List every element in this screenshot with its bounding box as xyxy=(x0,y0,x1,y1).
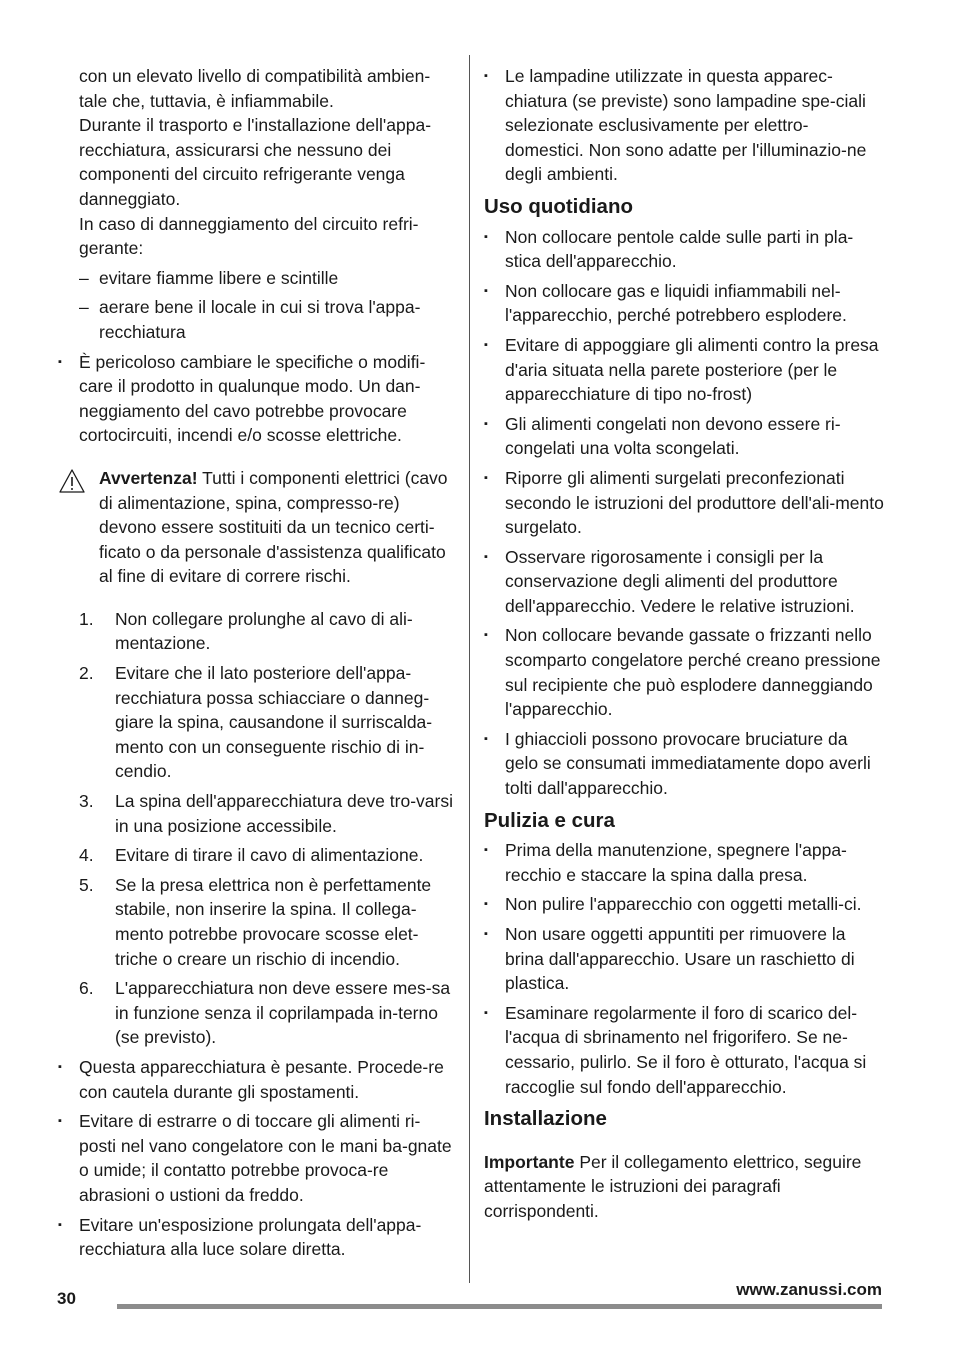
dash-marker: – xyxy=(79,297,89,318)
list-item-text: È pericoloso cambiare le specifiche o modifi-care il prodotto in qualunque modo. Un dan-neggiamento del cavo potrebbe provocare cortocircuiti, incendi e/o scosse elettriche. xyxy=(79,351,426,446)
footer-url: www.zanussi.com xyxy=(736,1280,882,1299)
numbered-item xyxy=(58,873,456,971)
list-item xyxy=(484,545,884,619)
item-number: 2. xyxy=(79,663,94,684)
list-item-text: Non collocare bevande gassate o frizzanti nello scomparto congelatore perché creano pressione sul recipiente che può esplodere danneggiando l'apparecchio. xyxy=(505,625,881,720)
warning-text xyxy=(58,466,456,589)
item-text: Non collegare prolunghe al cavo di ali-mentazione. xyxy=(115,608,413,654)
list-item-text: Riporre gli alimenti surgelati preconfezionati secondo le istruzioni del produttore dell'ali-mento surgelato. xyxy=(505,467,884,538)
list-item xyxy=(484,466,884,540)
bullet-marker: ▪ xyxy=(484,629,488,642)
bullet-marker: ▪ xyxy=(484,471,488,484)
item-number: 5. xyxy=(79,874,94,895)
numbered-item xyxy=(58,661,456,784)
list-item-text: evitare fiamme libere e scintille xyxy=(99,267,339,288)
bullet-marker: ▪ xyxy=(484,732,488,745)
bullet-marker: ▪ xyxy=(484,550,488,563)
bullet-marker: ▪ xyxy=(484,417,488,430)
column-divider xyxy=(469,55,470,1283)
list-item-text: Evitare un'esposizione prolungata dell'appa-recchiatura alla luce solare diretta. xyxy=(79,1214,422,1260)
item-text: Evitare di tirare il cavo di alimentazione. xyxy=(115,845,424,866)
bullet-marker: ▪ xyxy=(484,898,488,911)
warning-body: Tutti i componenti elettrici (cavo di alimentazione, spina, compresso-re) devono essere sostituiti da un tecnico certi-ficato o da personale d'assistenza qualificato al fine di evitare di correre rischi. xyxy=(99,467,448,587)
page-number: 30 xyxy=(57,1289,76,1308)
list-item xyxy=(58,1055,456,1104)
list-item xyxy=(58,295,456,344)
list-item xyxy=(484,225,884,274)
list-item xyxy=(484,922,884,996)
list-item xyxy=(484,412,884,461)
list-item xyxy=(484,279,884,328)
item-text: La spina dell'apparecchiatura deve tro-varsi in una posizione accessibile. xyxy=(115,791,453,836)
bullet-marker: ▪ xyxy=(484,1006,488,1019)
dash-marker: – xyxy=(79,267,89,288)
item-text: L'apparecchiatura non deve essere mes-sa in funzione senza il coprilampada in-terno (se previsto). xyxy=(115,978,451,1048)
list-item-text: aerare bene il locale in cui si trova l'appa-recchiatura xyxy=(99,297,421,342)
bullet-marker: ▪ xyxy=(58,1218,62,1231)
item-text: Se la presa elettrica non è perfettamente stabile, non inserire la spina. Il collega-mento potrebbe provocare scosse elet-triche o creare un rischio di incendio. xyxy=(115,874,432,969)
list-item xyxy=(58,266,456,291)
list-item xyxy=(58,350,456,448)
intro-paragraph: In caso di danneggiamento del circuito refri-gerante: xyxy=(79,213,419,259)
numbered-item xyxy=(58,976,456,1050)
section-heading-uso: Uso quotidiano xyxy=(484,194,633,218)
numbered-item xyxy=(58,607,456,656)
list-item-text: Non usare oggetti appuntiti per rimuovere la brina dall'apparecchio. Usare un raschietto di plastica. xyxy=(505,924,855,994)
list-item-text: Non pulire l'apparecchio con oggetti metalli-ci. xyxy=(505,894,862,915)
numbered-list xyxy=(58,607,456,1050)
intro-paragraph: Durante il trasporto e l'installazione dell'appa-recchiatura, assicurarsi che nessuno dei componenti del circuito refrigerante venga danneggiato. xyxy=(79,115,432,209)
bullet-marker: ▪ xyxy=(484,230,488,243)
list-item-text: I ghiaccioli possono provocare bruciature da gelo se consumati immediatamente dopo averli tolti dall'apparecchio. xyxy=(505,728,871,799)
important-label: Importante xyxy=(484,1151,575,1172)
list-item-text: Prima della manutenzione, spegnere l'appa-recchio e staccare la spina dalla presa. xyxy=(505,840,847,885)
bullet-marker: ▪ xyxy=(58,1060,62,1073)
list-item xyxy=(484,727,884,801)
bullet-marker: ▪ xyxy=(484,338,488,351)
bullet-marker: ▪ xyxy=(58,1115,62,1128)
bullet-marker: ▪ xyxy=(484,928,488,940)
item-number: 1. xyxy=(79,608,94,629)
list-item-text: Non collocare gas e liquidi infiammabili nel-l'apparecchio, perché potrebbero esplodere. xyxy=(505,280,847,326)
list-item-text: Evitare di appoggiare gli alimenti contro la presa d'aria situata nella parete posteriore (per le apparecchiature di tipo no-frost) xyxy=(505,334,879,405)
bullet-marker: ▪ xyxy=(58,355,62,368)
bullet-marker: ▪ xyxy=(484,284,488,297)
section-heading-installazione: Installazione xyxy=(484,1107,607,1131)
list-item-text: Le lampadine utilizzate in questa apparec-chiatura (se previste) sono lampadine spe-ciali selezionate esclusivamente per elettro-domestici. Non sono adatte per l'illuminazio-ne degli ambienti. xyxy=(505,66,867,185)
numbered-item xyxy=(58,843,456,868)
list-item xyxy=(484,1001,884,1099)
footer-rule xyxy=(117,1304,882,1309)
intro-paragraph: con un elevato livello di compatibilità ambien-tale che, tuttavia, è infiammabile. xyxy=(79,66,431,111)
list-item xyxy=(58,1109,456,1207)
list-item xyxy=(484,333,884,407)
warning-block xyxy=(58,466,456,589)
list-item-text: Non collocare pentole calde sulle parti in pla-stica dell'apparecchio. xyxy=(505,226,854,272)
list-item xyxy=(484,623,884,721)
list-item xyxy=(58,1213,456,1262)
numbered-item xyxy=(58,789,456,838)
list-item-text: Evitare di estrarre o di toccare gli alimenti ri-posti nel vano congelatore con le mani ba-gnate o umide; il contatto potrebbe provoca-re abrasioni o ustioni da freddo. xyxy=(79,1111,452,1205)
item-number: 3. xyxy=(79,791,94,812)
left-column xyxy=(58,64,456,1262)
list-item xyxy=(484,64,884,187)
important-text: Per il collegamento elettrico, seguire attentamente le istruzioni dei paragrafi corrispondenti. xyxy=(484,1151,862,1221)
list-item xyxy=(484,838,884,887)
warning-label: Avvertenza! xyxy=(99,467,198,488)
warning-triangle-icon xyxy=(58,468,86,494)
bullet-marker: ▪ xyxy=(484,844,488,857)
right-column xyxy=(484,64,884,1224)
list-item-text: Questa apparecchiatura è pesante. Procede-re con cautela durante gli spostamenti. xyxy=(79,1056,444,1102)
list-item xyxy=(484,892,884,917)
item-text: Evitare che il lato posteriore dell'appa-recchiatura possa schiacciare o danneg-giare la spina, causandone il surriscalda-mento con un conseguente rischio di in-cendio. xyxy=(115,663,433,782)
list-item-text: Esaminare regolarmente il foro di scarico del-l'acqua di sbrinamento nel frigorifero. Se ne-cessario, pulirlo. Se il foro è otturato, l'acqua si raccoglie sul fondo dell'apparecchio. xyxy=(505,1002,867,1097)
section-heading-pulizia: Pulizia e cura xyxy=(484,808,615,832)
important-note xyxy=(484,1150,884,1224)
list-item-text: Osservare rigorosamente i consigli per la conservazione degli alimenti del produttore dell'apparecchio. Vedere le relative istruzioni. xyxy=(505,546,855,616)
bullet-marker: ▪ xyxy=(484,70,488,82)
list-item-text: Gli alimenti congelati non devono essere ri-congelati una volta scongelati. xyxy=(505,413,841,459)
item-number: 4. xyxy=(79,845,94,866)
item-number: 6. xyxy=(79,978,94,999)
